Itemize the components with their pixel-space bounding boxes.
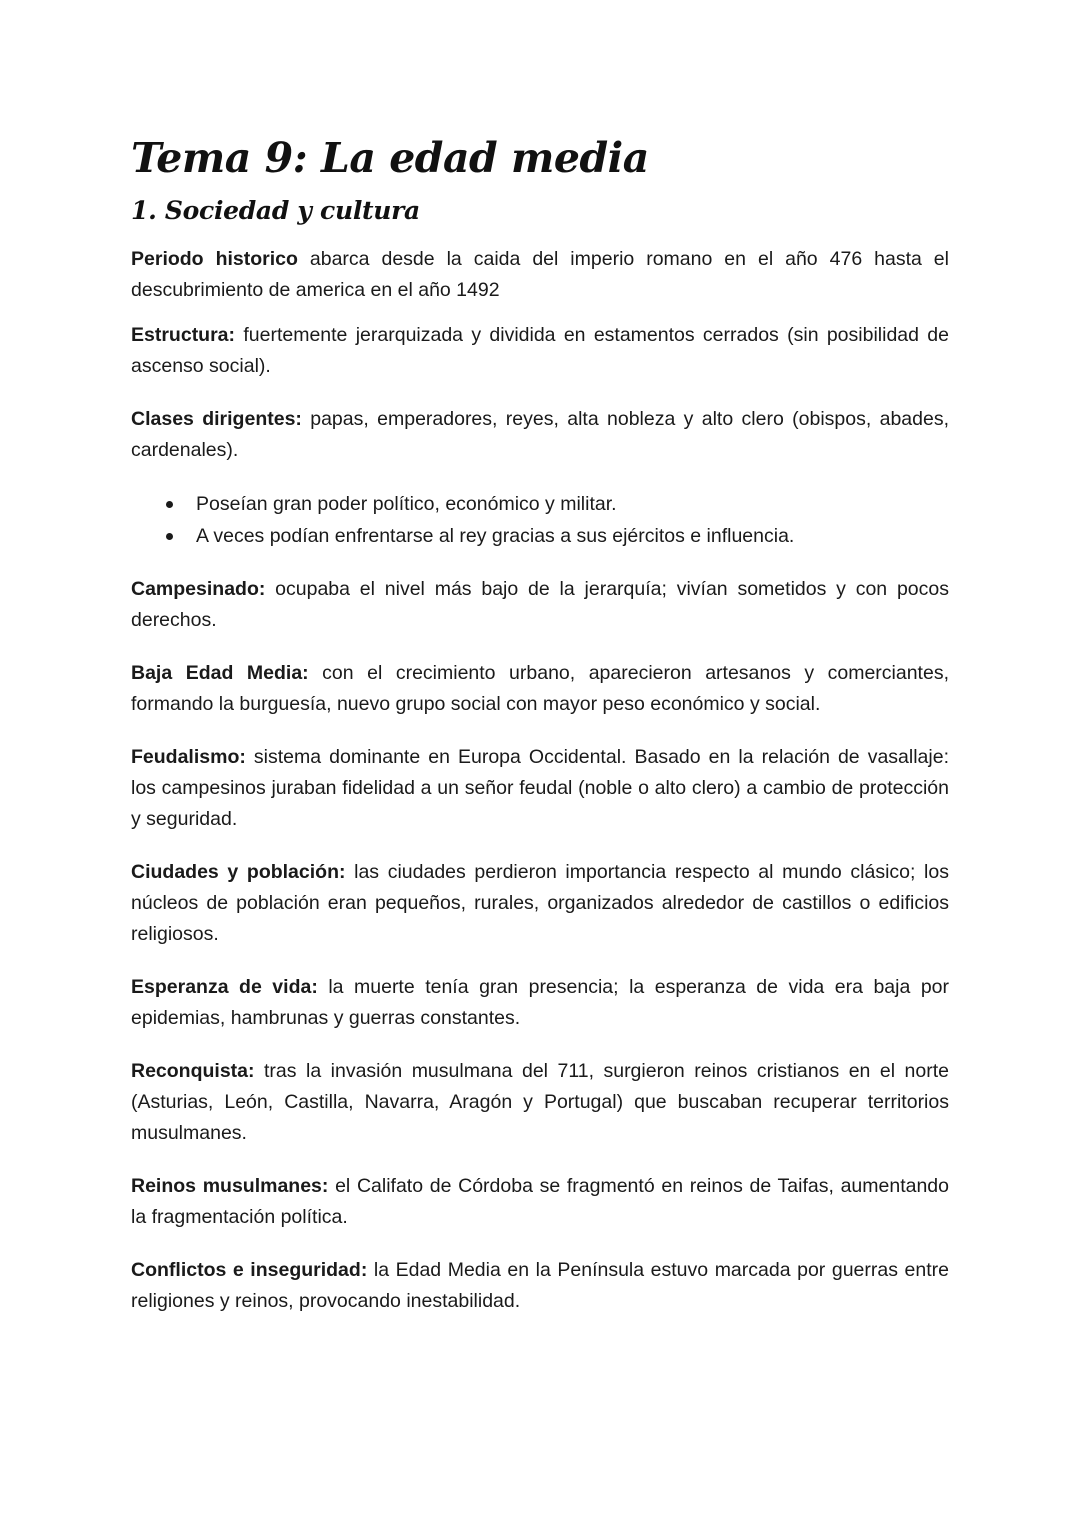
list-item: Poseían gran poder político, económico y militar.	[196, 488, 949, 520]
paragraph-reconquista	[131, 1056, 949, 1149]
term-text: sistema dominante en Europa Occidental. Basado en la relación de vasallaje: los campesinos juraban fidelidad a un señor feudal (noble o alto clero) a cambio de protección y seguridad.	[131, 746, 949, 830]
term-label: Reconquista:	[131, 1060, 255, 1082]
term-label: Reinos musulmanes:	[131, 1175, 329, 1197]
term-label: Estructura:	[131, 324, 236, 346]
paragraph-clases-dirigentes	[131, 404, 949, 466]
term-label: Ciudades y población:	[131, 861, 346, 883]
paragraph-campesinado	[131, 574, 949, 636]
paragraph-baja-edad-media	[131, 658, 949, 720]
term-label: Baja Edad Media:	[131, 662, 309, 684]
term-text: tras la invasión musulmana del 711, surgieron reinos cristianos en el norte (Asturias, León, Castilla, Navarra, Aragón y Portugal) que buscaban recuperar territorios musulmanes.	[131, 1060, 949, 1144]
bullet-list	[131, 488, 949, 552]
term-text: con el crecimiento urbano, aparecieron artesanos y comerciantes, formando la burguesía, nuevo grupo social con mayor peso económico y social.	[131, 662, 949, 715]
term-label: Esperanza de vida:	[131, 976, 318, 998]
paragraph-feudalismo	[131, 742, 949, 835]
term-text: la muerte tenía gran presencia; la esperanza de vida era baja por epidemias, hambrunas y guerras constantes.	[131, 976, 950, 1029]
term-text: abarca desde la caida del imperio romano en el año 476 hasta el descubrimiento de america en el año 1492	[131, 248, 949, 301]
paragraph-periodo	[131, 244, 949, 306]
list-item: A veces podían enfrentarse al rey gracias a sus ejércitos e influencia.	[196, 520, 949, 552]
paragraph-ciudades	[131, 857, 949, 950]
section-heading: 1. Sociedad y cultura	[131, 196, 420, 225]
paragraph-conflictos	[131, 1255, 949, 1317]
paragraph-esperanza-vida	[131, 972, 949, 1034]
paragraph-reinos-musulmanes	[131, 1171, 949, 1233]
term-text: papas, emperadores, reyes, alta nobleza y alto clero (obispos, abades, cardenales).	[131, 408, 949, 461]
term-label: Feudalismo:	[131, 746, 246, 768]
document-page	[131, 130, 949, 1339]
paragraph-estructura	[131, 320, 949, 382]
term-label: Campesinado:	[131, 578, 266, 600]
term-text: ocupaba el nivel más bajo de la jerarquía; vivían sometidos y con pocos derechos.	[131, 578, 949, 631]
term-text: fuertemente jerarquizada y dividida en estamentos cerrados (sin posibilidad de ascenso social).	[131, 324, 949, 377]
page-title: Tema 9: La edad media	[131, 134, 649, 182]
term-text: la Edad Media en la Península estuvo marcada por guerras entre religiones y reinos, provocando inestabilidad.	[131, 1259, 949, 1312]
term-label: Periodo historico	[131, 248, 298, 270]
term-label: Clases dirigentes:	[131, 408, 302, 430]
term-label: Conflictos e inseguridad:	[131, 1259, 368, 1281]
term-text: el Califato de Córdoba se fragmentó en reinos de Taifas, aumentando la fragmentación política.	[131, 1175, 949, 1228]
term-text: las ciudades perdieron importancia respecto al mundo clásico; los núcleos de población eran pequeños, rurales, organizados alrededor de castillos o edificios religiosos.	[131, 861, 949, 945]
